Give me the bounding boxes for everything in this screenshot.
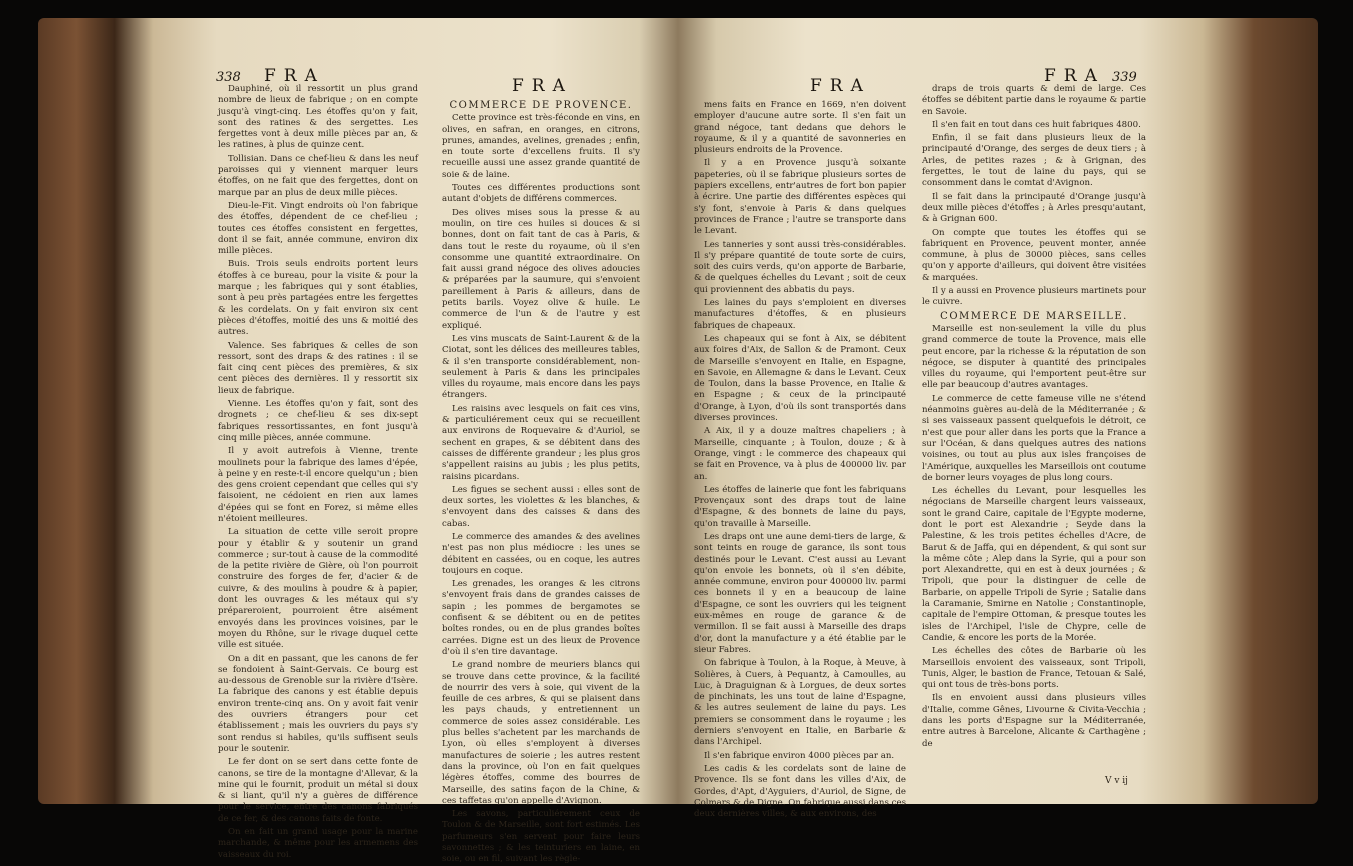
running-head-left-page-a: FRA	[264, 66, 325, 86]
page-number-right: 339	[1112, 70, 1137, 85]
paragraph: Les étoffes de lainerie que font les fabriquans Provençaux sont des draps tout de laine d'Espagne, & des bonnets de laine du pays, qu'on travaille à Marseille.	[694, 484, 906, 529]
right-page-column-1	[694, 100, 906, 820]
paragraph: Buis. Trois seuls endroits portent leurs étoffes à ce bureau, pour la visite & pour la marque ; les fabriques qui y sont établies, sont à peu près partagées entre les fergettes & les cordelats. On y fait environ six cent pièces d'étoffes, moitié des uns & moitié des autres.	[218, 259, 418, 338]
paragraph: Les tanneries y sont aussi très-considérables. Il s'y prépare quantité de toute sorte de cuirs, soit des cuirs verds, qu'on apporte de Barbarie, & de quelques échelles du Levant ; soit de ceux qui proviennent des abbatis du pays.	[694, 239, 906, 295]
paragraph: On en fait un grand usage pour la marine marchande, & même pour les armemens des vaisseaux du roi.	[218, 827, 418, 860]
paragraph: Vienne. Les étoffes qu'on y fait, sont des drognets ; ce chef-lieu & ses dix-sept fabriques ressortissantes, en font jusqu'à cinq mille pièces, année commune.	[218, 399, 418, 443]
paragraph: La situation de cette ville seroit propre pour y établir & y soutenir un grand commerce ; sur-tout à cause de la commodité de la petite rivière de Gière, où l'on pourroit construire des forges de fer, d'acier & de cuivre, & des moulins à poudre & à papier, dont les ouvrages & les métaux qui s'y prépareroient, pourroient être aisément envoyés dans les provinces voisines, par le moyen du Rhône, sur le rivage duquel cette ville est située.	[218, 527, 418, 651]
paragraph: Marseille est non-seulement la ville du plus grand commerce de toute la Provence, mais elle peut encore, par la richesse & la réputation de son négoce, se disputer à quantité des principales villes du royaume, qui l'emportent peut-être sur elle par beaucoup d'autres avantages.	[922, 323, 1146, 391]
paragraph: Les chapeaux qui se font à Aix, se débitent aux foires d'Aix, de Sallon & de Pramont. Ceux de Marseille s'envoyent en Italie, en Espagne, en Savoie, en Allemagne & dans le Levant. Ceux de Toulon, dans la basse Provence, en Italie & en Espagne ; & ceux de la principauté d'Orange, à Lyon, d'où ils sont transportés dans diverses provinces.	[694, 333, 906, 424]
paragraph: draps de trois quarts & demi de large. Ces étoffes se débitent partie dans le royaume & partie en Savoie.	[922, 84, 1146, 117]
paragraph: Le commerce des amandes & des avelines n'est pas non plus médiocre : les unes se débitent en cassées, ou en coque, les autres toujours en coque.	[442, 531, 640, 576]
paragraph: Il se fait dans la principauté d'Orange jusqu'à deux mille pièces d'étoffes ; à Arles presqu'autant, & à Grignan 600.	[922, 191, 1146, 225]
paragraph: Valence. Ses fabriques & celles de son ressort, sont des draps & des ratines : il se fait cinq cent pièces des premières, & six cent pièces des dernières. Il y ressortit six lieux de fabrique.	[218, 340, 418, 396]
paragraph: Dauphiné, où il ressortit un plus grand nombre de lieux de fabrique ; on en compte jusqu'à vingt-cinq. Les étoffes qu'on y fait, sont des ratines & des sergettes. Les fergettes vont à deux mille pièces par an, & les ratines, à plus de quinze cent.	[218, 84, 418, 151]
page-number-left: 338	[216, 70, 241, 85]
paragraph: Le commerce de cette fameuse ville ne s'étend néanmoins guères au-delà de la Méditerranée ; & si ses vaisseaux passent quelquefois le détroit, ce n'est que pour aller dans les ports que la France a sur l'Océan, & dans quelques autres des nations voisines, ou tout au plus aux isles françoises de l'Amérique, auxquelles les Marseillois ont coutume de borner leurs voyages de plus long cours.	[922, 393, 1146, 483]
paragraph: On fabrique à Toulon, à la Roque, à Meuve, à Solières, à Cuers, à Pequantz, à Camoulles, au Luc, à Draguignan & à Lorgues, de deux sortes de pinchinats, les uns tout de laine d'Espagne, & les autres seulement de laine du pays. Les premiers se consomment dans le royaume ; les derniers s'envoyent en Italie, en Barbarie & dans l'Archipel.	[694, 658, 906, 748]
paragraph: Les draps ont une aune demi-tiers de large, & sont teints en rouge de garance, ils sont tous destinés pour le Levant. C'est aussi au Levant qu'on envoie les bonnets, où il s'en débite, année commune, environ pour 400000 liv. parmi ces bonnets il y en a beaucoup de laine d'Espagne, ce sont les ouvriers qui les teignent eux-mêmes en rouge de garance & de vermillon. Il se fait aussi à Marseille des draps d'or, dont la manufacture y a été établie par le sieur Fabres.	[694, 531, 906, 655]
paragraph: Dieu-le-Fit. Vingt endroits où l'on fabrique des étoffes, dépendent de ce chef-lieu ; toutes ces étoffes consistent en fergettes, dont il se fait, année commune, environ dix mille pièces.	[218, 200, 418, 257]
paragraph: On a dit en passant, que les canons de fer se fondoient à Saint-Gervais. Ce bourg est au-dessous de Grenoble sur la rivière d'Isère. La fabrique des canons y est établie depuis environ trente-cinq ans. On y avoit fait venir des ouvriers étrangers pour cet établissement ; mais les ouvriers du pays s'y sont rendus si habiles, qu'ils suffisent seuls pour le soutenir.	[218, 653, 418, 754]
paragraph: Il s'en fabrique environ 4000 pièces par an.	[704, 750, 895, 761]
paragraph: Les grenades, les oranges & les citrons s'envoyent frais dans de grandes caisses de sapin ; les pommes de bergamotes se confisent & se débitent ou en de petites boîtes rondes, ou en de plus grandes boîtes carrées. Digne est un des lieux de Provence d'où il s'en tire davantage.	[442, 579, 640, 657]
paragraph: Les échelles du Levant, pour lesquelles les négocians de Marseille chargent leurs vaisseaux, sont le grand Caire, capitale de l'Egypte moderne, dont le port est Alexandrie ; Seyde dans la Palestine, & les trois petites échelles d'Acre, de Barut & de Jaffa, qui en dépendent, & qui sont sur la même côte ; Alep dans la Syrie, qui a pour son port Alexandrette, qui en est à deux journées ; & Tripoli, que pour la distinguer de celle de Barbarie, on appelle Tripoli de Syrie ; Satalie dans la Caramanie, Smirne en Natolie ; Constantinople, capitale de l'empire Ottoman, & presque toutes les isles de l'Archipel, l'isle de Chypre, celle de Candie, & encore les ports de la Morée.	[922, 486, 1146, 643]
paragraph: Ils en envoient aussi dans plusieurs villes d'Italie, comme Gênes, Livourne & Civita-Vecchia ; dans les ports d'Espagne sur la Méditerranée, entre autres à Barcelone, Alicante & Carthagène ; de	[922, 693, 1146, 749]
paragraph: Les figues se sechent aussi : elles sont de deux sortes, les violettes & les blanches, & s'envoyent dans des caisses & dans des cabas.	[442, 484, 640, 529]
paragraph: Il y a en Provence jusqu'à soixante papeteries, où il se fabrique plusieurs sortes de papiers excellens, entr'autres de fort bon papier à écrire. Une partie des différentes espèces qui s'y font, s'envoie à Paris & dans quelques provinces de France ; l'autre se transporte dans le Levant.	[694, 158, 906, 237]
paragraph: Tollisian. Dans ce chef-lieu & dans les neuf paroisses qui y viennent marquer leurs étoffes, on ne fait que des fergettes, dont on marque par an plus de deux mille pièces.	[218, 153, 418, 198]
paragraph: Des olives mises sous la presse & au moulin, on tire ces huiles si douces & si bonnes, dont on fait tant de cas à Paris, & dans tout le reste du royaume, où il s'en consomme une quantité extraordinaire. On fait aussi grand négoce des olives adoucies & préparées par la saumure, qui s'envoient pareillement à Paris & ailleurs, dans de petits barils. Voyez olive & huile. Le commerce de l'un & de l'autre y est expliqué.	[442, 207, 640, 331]
paragraph: Les raisins avec lesquels on fait ces vins, & particuliérement ceux qui se recueillent aux environs de Roquevaire & d'Auriol, se sechent en grapes, & se débitent dans des caisses de différente grandeur ; les plus gros s'appellent raisins au jubis ; les plus petits, raisins picardans.	[442, 403, 640, 482]
paragraph: Enfin, il se fait dans plusieurs lieux de la principauté d'Orange, des serges de deux tiers ; à Arles, de petites razes ; & à Grignan, des fergettes, le tout de laine du pays, qui se consomment dans le comtat d'Avignon.	[922, 133, 1146, 189]
running-head-right-page-a: FRA	[810, 76, 871, 96]
left-page-column-1	[218, 84, 418, 860]
left-page-column-2	[442, 100, 640, 865]
signature-mark: V v ij	[1105, 776, 1128, 786]
paragraph: Toutes ces différentes productions sont autant d'objets de différens commerces.	[442, 183, 640, 205]
paragraph: Il y avoit autrefois à Vienne, trente moulinets pour la fabrique des lames d'épée, à peine y en reste-t-il encore quelqu'un ; bien des gens croient cependant que celles qui s'y faisoient, ne cédoient en rien aux lames d'épées qui se font en Forez, si même elles n'étoient meilleures.	[218, 446, 418, 524]
section-heading: COMMERCE DE MARSEILLE.	[940, 310, 1128, 322]
paragraph: Les échelles des côtes de Barbarie où les Marseillois envoient des vaisseaux, sont Tripoli, Tunis, Alger, le bastion de France, Tetouan & Salé, qui ont tous de très-bons ports.	[922, 646, 1146, 691]
paragraph: Le grand nombre de meuriers blancs qui se trouve dans cette province, & la facilité de nourrir des vers à soie, qui vivent de la feuille de ces arbres, & qui se plaisent dans les pays chauds, y entretiennent un commerce de soies assez considérable. Les plus belles s'achetent par les marchands de Lyon, où elles s'employent à diverses manufactures de soierie ; les autres restent dans la province, où l'on en fait quelques légères étoffes, comme des bourres de Marseille, des satins façon de la Chine, & ces taffetas qu'on appelle d'Avignon.	[442, 660, 640, 806]
running-head-left-page-b: FRA	[512, 76, 573, 96]
paragraph: Le fer dont on se sert dans cette fonte de canons, se tire de la montagne d'Allevar, & la mine qui le fournit, produit un métal si doux & si liant, qu'il n'y a guères de différence pour le service, entre des canons fabriqués de ce fer, & des canons faits de fonte.	[218, 757, 418, 824]
running-head-right-page-b: FRA	[1044, 66, 1105, 86]
paragraph: Cette province est très-féconde en vins, en olives, en safran, en oranges, en citrons, prunes, amandes, avelines, grenades ; enfin, en toute sorte d'excellens fruits. Il s'y recueille aussi une assez grande quantité de soie & de laine.	[442, 113, 640, 180]
paragraph: Les vins muscats de Saint-Laurent & de la Ciotat, sont les délices des meilleures tables, & il s'en transporte considérablement, non-seulement à Paris & dans les principales villes du royaume, mais encore dans les pays étrangers.	[442, 333, 640, 401]
paragraph: Les savons, particuliérement ceux de Toulon & de Marseille, sont fort estimés. Les parfumeurs s'en servent pour faire leurs savonnettes ; & les teinturiers en laine, en soie, ou en fil, suivant les règle-	[442, 809, 640, 865]
paragraph: mens faits en France en 1669, n'en doivent employer d'aucune autre sorte. Il s'en fait un grand négoce, tant dedans que dehors le royaume, & il y a quantité de savonneries en plusieurs endroits de la Provence.	[694, 100, 906, 156]
paragraph: On compte que toutes les étoffes qui se fabriquent en Provence, peuvent monter, année commune, à plus de 30000 pièces, sans celles qu'on y apporte d'ailleurs, qui doivent être visitées & marquées.	[922, 227, 1146, 283]
section-heading: COMMERCE DE PROVENCE.	[449, 100, 633, 111]
paragraph: Il s'en fait en tout dans ces huit fabriques 4800.	[932, 119, 1141, 130]
paragraph: Les cadis & les cordelats sont de laine de Provence. Ils se font dans les villes d'Aix, de Gordes, d'Apt, d'Ayguiers, d'Auriol, de Signe, de Colmars & de Digne. On fabrique aussi dans ces deux dernières villes, & aux environs, des	[694, 763, 906, 820]
paragraph: Il y a aussi en Provence plusieurs martinets pour le cuivre.	[922, 286, 1146, 308]
paragraph: A Aix, il y a douze maîtres chapeliers ; à Marseille, cinquante ; à Toulon, douze ; & à Orange, vingt : le commerce des chapeaux qui se fait en Provence, va à plus de 400000 liv. par an.	[694, 426, 906, 482]
right-page-column-2	[922, 84, 1146, 774]
paragraph: Les laines du pays s'emploient en diverses manufactures d'étoffes, & en plusieurs fabriques de chapeaux.	[694, 298, 906, 331]
